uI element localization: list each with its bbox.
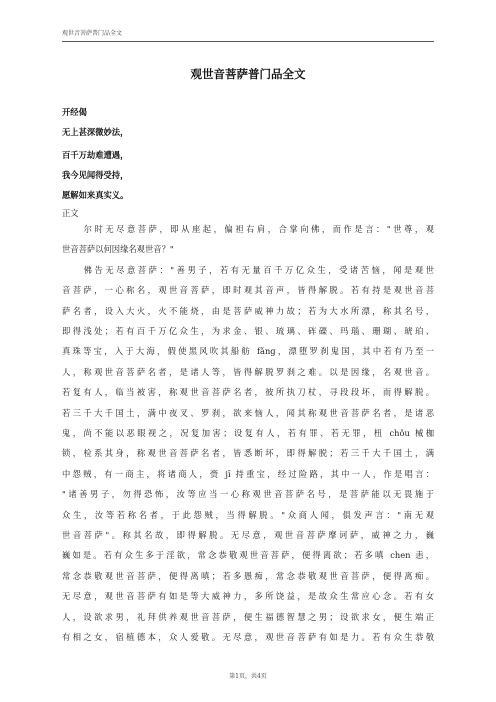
page-footer: 第1页，共4页 (229, 673, 267, 680)
body-line: 尔时无尽意菩萨，即从座起，偏袒右肩，合掌向佛，而作是言："世尊，观 (62, 224, 434, 234)
body-line: 真珠等宝，入于大海，假使黑风吹其船舫 fǎng，漂堕罗刹鬼国，其中若有乃至一 (62, 346, 434, 357)
body-line: 有相之女，宿植德本，众人爱敬。无尽意，观世音菩萨有如是力。若有众生恭敬 (62, 632, 434, 642)
verse-heading: 开经偈 (62, 107, 87, 117)
body-line: 人，设欲求男，礼拜供养观世音菩萨，便生福德智慧之男；设欲求女，便生端正 (62, 611, 434, 622)
verse-line: 愿解如来真实义。 (62, 190, 129, 200)
body-line: 众生，汝等若称名者，于此怨贼，当得解脱。"众商人闻，俱发声言："南无观 (62, 509, 434, 520)
body-line: 巍如是。若有众生多于淫欲，常念恭敬观世音菩萨，便得离欲；若多嗔 chen 恚， (62, 550, 434, 561)
body-line: 鬼，尚不能以恶眼视之，况复加害；设复有人，若有罪、若无罪，杻 chǒu 械枷 (62, 428, 434, 438)
section-label: 正文 (62, 208, 79, 218)
body-line: 音菩萨，一心称名，观世音菩萨，即时观其音声，皆得解脱。若有持是观世音菩 (62, 285, 434, 296)
verse-line: 我今见闻得受持， (62, 170, 129, 180)
body-line: 即得浅处；若有百千万亿众生，为求金、银、琉璃、砗磲、玛瑙、珊瑚、琥珀、 (62, 326, 434, 336)
body-line: 佛告无尽意菩萨："善男子，若有无量百千万亿众生，受诸苦恼，闻是观世 (62, 264, 434, 275)
document-title: 观世音菩萨普门品全文 (190, 67, 306, 81)
body-line: 若三千大千国土，满中夜叉、罗刹，欲来恼人，闻其称观世音菩萨名者，是诸恶 (62, 407, 434, 418)
body-line: 锁，检系其身，称观世音菩萨名者，皆悉断坏，即得解脱；若三千大千国土，满 (62, 448, 434, 459)
verse-line: 百千万劫难遭遇， (62, 150, 129, 160)
body-line: 人，称观世音菩萨名者，是诸人等，皆得解脱罗刹之难。以是因缘，名观世音。 (62, 366, 434, 377)
body-line: 世音菩萨以何因缘名观世音？" (62, 244, 174, 255)
verse-line: 无上甚深微妙法， (62, 127, 129, 137)
body-line: 萨名者，设入大火，火不能烧，由是菩萨威神力故；若为大水所漂，称其名号， (62, 305, 434, 316)
body-line: 无尽意，观世音菩萨有如是等大威神力，多所饶益，是故众生常应心念。若有女 (62, 591, 434, 602)
body-line: 常念恭敬观世音菩萨，便得离嗔；若多愚痴，常念恭敬观世音菩萨，便得离痴。 (62, 570, 434, 581)
body-line: 世音菩萨"。称其名故，即得解脱。无尽意，观世音菩萨摩诃萨，威神之力，巍 (62, 530, 434, 540)
body-line: 若复有人，临当被害，称观世音菩萨名者，彼所执刀杖，寻段段坏，而得解脱。 (62, 387, 434, 398)
page-header: 观世音菩萨普门品全文 (62, 30, 434, 42)
body-line: "诸善男子，勿得恐怖，汝等应当一心称观世音菩萨名号，是菩萨能以无畏施于 (62, 489, 434, 500)
body-line: 中怨贼，有一商主，将诸商人，赍 jī 持重宝，经过险路，其中一人，作是唱言： (62, 468, 434, 479)
